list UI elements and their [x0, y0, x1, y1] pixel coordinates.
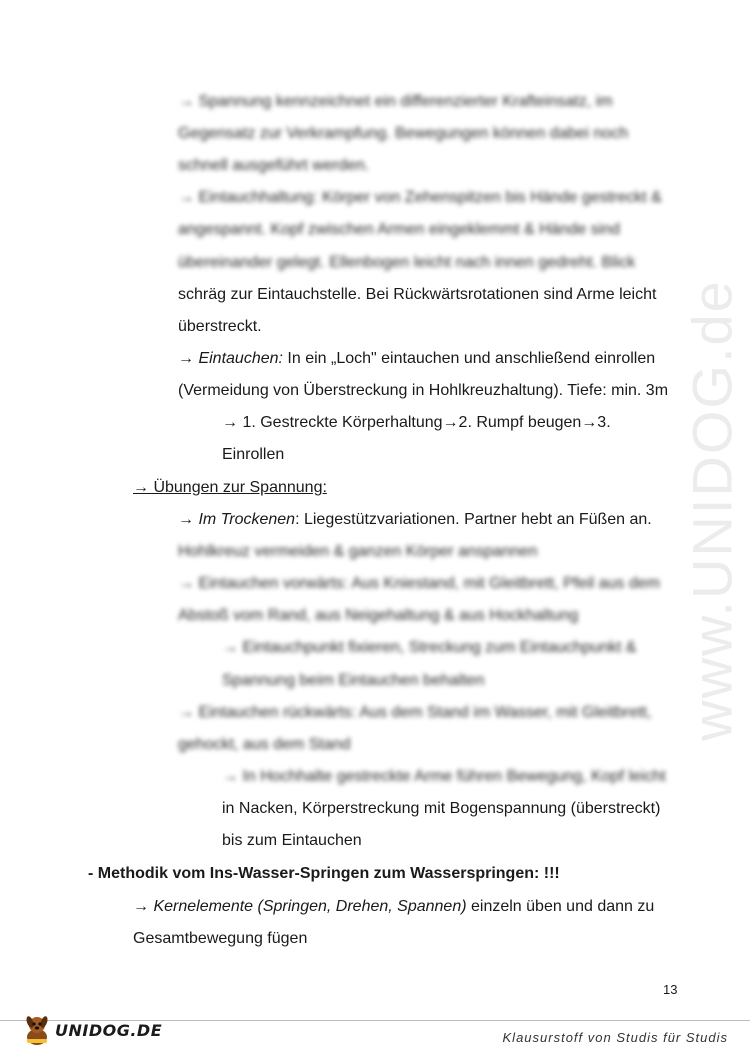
unidog-logo[interactable]: [22, 1012, 162, 1048]
line-text: In ein „Loch" eintauchen und anschließend einrollen: [282, 350, 656, 367]
arrow-icon: →: [133, 898, 154, 915]
watermark: www.UNIDOG.de: [680, 279, 744, 741]
line-text: : Liegestützvariationen. Partner hebt an Füßen an.: [295, 511, 652, 528]
text-line: → In Hochhalte gestreckte Arme führen Bewegung, Kopf leicht: [222, 768, 666, 785]
text-line: → Eintauchen vorwärts: Aus Kniestand, mit Gleitbrett, Pfeil aus dem: [178, 575, 660, 592]
text-line: → Eintauchen rückwärts: Aus dem Stand im Wasser, mit Gleitbrett,: [178, 704, 652, 721]
arrow-icon: →: [178, 511, 199, 528]
text-line: schräg zur Eintauchstelle. Bei Rückwärtsrotationen sind Arme leicht: [178, 286, 657, 303]
term-im-trockenen: Im Trockenen: [198, 511, 296, 528]
line-text: einzeln üben und dann zu: [466, 898, 655, 915]
logo-text: UNIDOG.DE: [55, 1020, 163, 1040]
page-number: 13: [663, 982, 678, 997]
text-line: → 1. Gestreckte Körperhaltung→2. Rumpf beugen→3.: [222, 414, 611, 431]
text-line: [133, 897, 654, 917]
text-line: angespannt. Kopf zwischen Armen eingeklemmt & Hände sind: [178, 221, 621, 238]
text-line: Abstoß vom Rand, aus Neigehaltung & aus Hockhaltung: [178, 607, 579, 624]
text-line: bis zum Eintauchen: [222, 832, 362, 849]
text-line: überstreckt.: [178, 318, 262, 335]
text-line: [178, 510, 652, 530]
text-line: Spannung beim Eintauchen behalten: [222, 672, 485, 689]
text-line: gehockt, aus dem Stand: [178, 736, 351, 753]
text-line: in Nacken, Körperstreckung mit Bogenspannung (überstreckt): [222, 800, 661, 817]
dog-mascot-icon: [22, 1013, 52, 1047]
term-kernelemente: Kernelemente (Springen, Drehen, Spannen): [153, 898, 467, 915]
arrow-icon: →: [178, 350, 199, 367]
section-heading: - Methodik vom Ins-Wasser-Springen zum Wasserspringen: !!!: [88, 865, 560, 882]
text-line: Gesamtbewegung fügen: [133, 930, 308, 947]
section-heading: → Übungen zur Spannung:: [133, 479, 327, 496]
text-line: → Spannung kennzeichnet ein differenzierter Krafteinsatz, im: [178, 93, 613, 110]
footer-tagline: Klausurstoff von Studis für Studis: [502, 1030, 728, 1045]
text-line: Einrollen: [222, 446, 285, 463]
text-line: [178, 349, 655, 369]
text-line: übereinander gelegt. Ellenbogen leicht nach innen gedreht. Blick: [178, 254, 636, 271]
text-line: (Vermeidung von Überstreckung in Hohlkreuzhaltung). Tiefe: min. 3m: [178, 382, 669, 399]
text-line: Hohlkreuz vermeiden & ganzen Körper anspannen: [178, 543, 538, 560]
text-line: Gegensatz zur Verkrampfung. Bewegungen können dabei noch: [178, 125, 629, 142]
term-eintauchen: Eintauchen:: [198, 350, 283, 367]
text-line: schnell ausgeführt werden.: [178, 157, 370, 174]
text-line: → Eintauchpunkt fixieren, Streckung zum Eintauchpunkt &: [222, 639, 637, 656]
text-line: → Eintauchhaltung: Körper von Zehenspitzen bis Hände gestreckt &: [178, 189, 662, 206]
